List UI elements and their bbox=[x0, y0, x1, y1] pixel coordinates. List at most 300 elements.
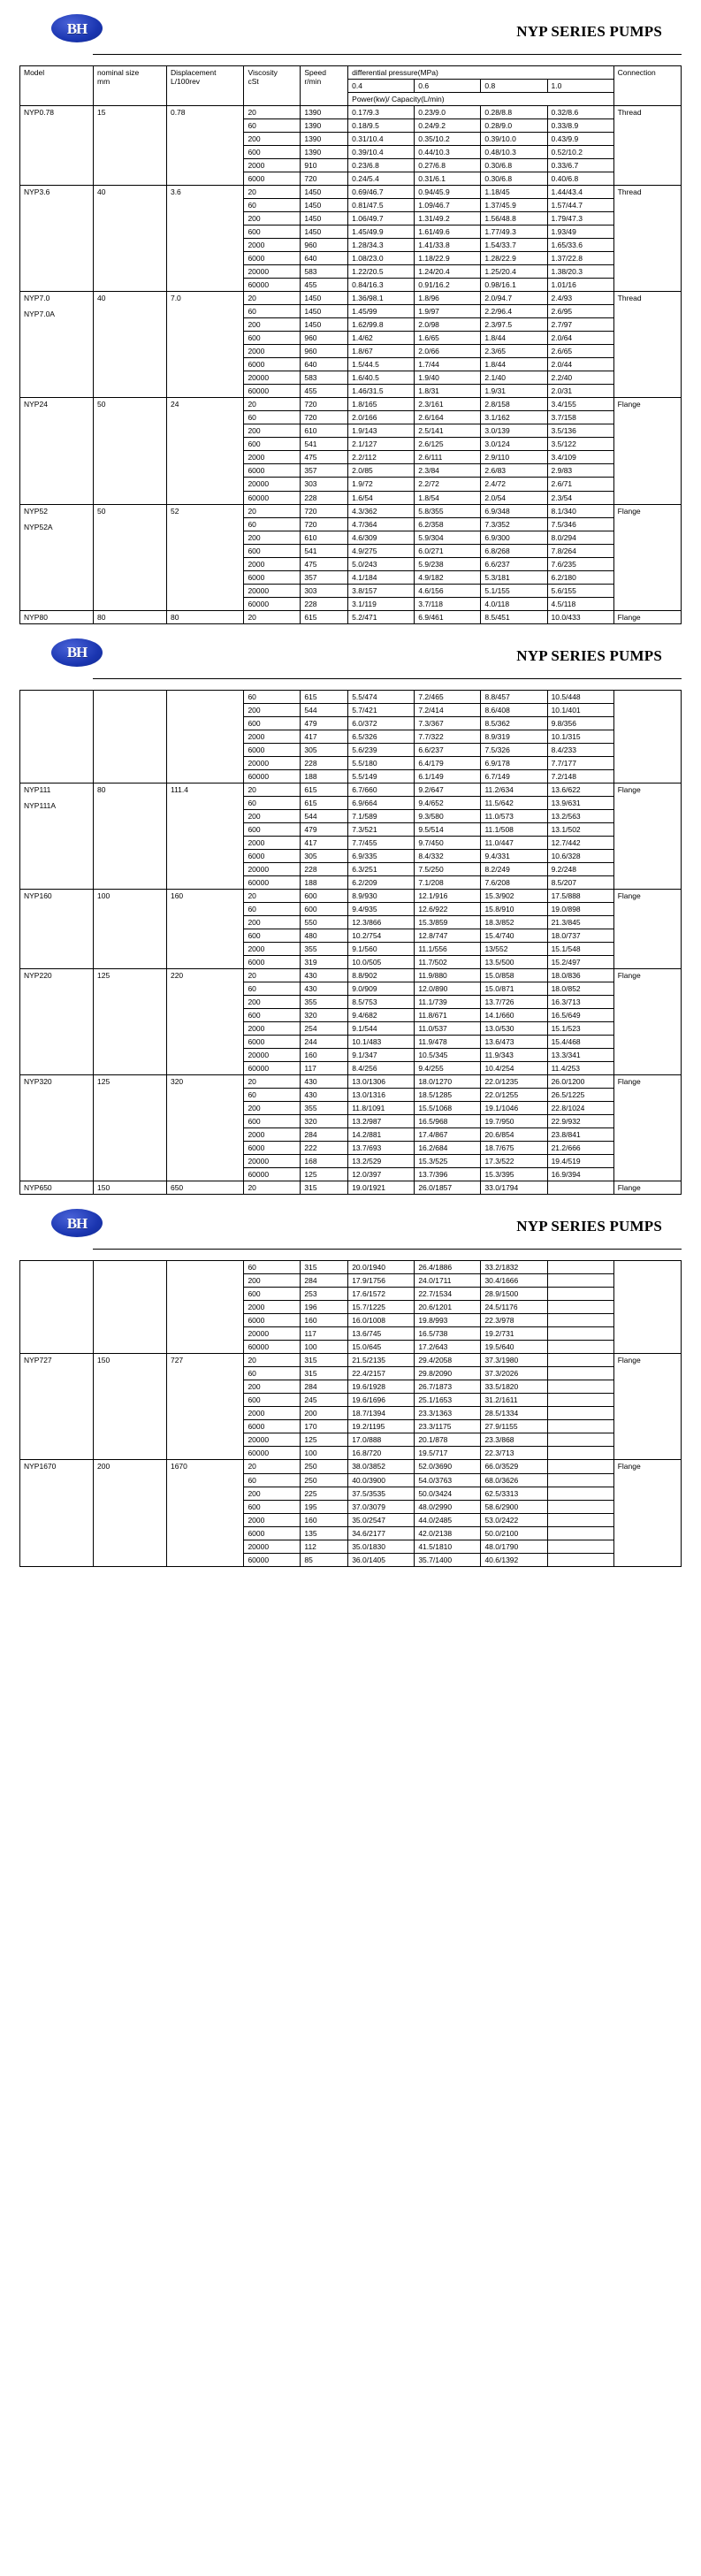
cell-power-capacity-06: 2.6/125 bbox=[415, 438, 481, 451]
cell-power-capacity-10: 4.5/118 bbox=[547, 597, 613, 610]
cell-speed: 305 bbox=[301, 743, 348, 756]
cell-viscosity: 20000 bbox=[244, 371, 301, 385]
cell-power-capacity-04: 2.0/166 bbox=[348, 411, 415, 424]
cell-power-capacity-08: 53.0/2422 bbox=[481, 1513, 547, 1526]
cell-viscosity: 60 bbox=[244, 305, 301, 318]
cell-speed: 610 bbox=[301, 424, 348, 438]
cell-power-capacity-10 bbox=[547, 1447, 613, 1460]
cell-speed: 615 bbox=[301, 610, 348, 623]
cell-viscosity: 6000 bbox=[244, 464, 301, 478]
cell-power-capacity-08: 5.1/155 bbox=[481, 584, 547, 597]
cell-viscosity: 20000 bbox=[244, 265, 301, 279]
cell-power-capacity-08: 19.7/950 bbox=[481, 1115, 547, 1128]
cell-power-capacity-06: 29.8/2090 bbox=[415, 1367, 481, 1380]
cell-power-capacity-04: 35.0/2547 bbox=[348, 1513, 415, 1526]
cell-viscosity: 6000 bbox=[244, 358, 301, 371]
cell-power-capacity-10 bbox=[547, 1513, 613, 1526]
cell-displacement: 7.0 bbox=[166, 292, 243, 398]
cell-power-capacity-10 bbox=[547, 1288, 613, 1301]
cell-viscosity: 6000 bbox=[244, 1142, 301, 1155]
cell-speed: 315 bbox=[301, 1367, 348, 1380]
cell-power-capacity-06: 17.2/643 bbox=[415, 1341, 481, 1354]
cell-power-capacity-08: 1.54/33.7 bbox=[481, 239, 547, 252]
cell-power-capacity-10: 2.4/93 bbox=[547, 292, 613, 305]
cell-power-capacity-10: 7.2/148 bbox=[547, 769, 613, 783]
spec-table-wrap-2 bbox=[0, 690, 701, 1196]
cell-speed: 196 bbox=[301, 1301, 348, 1314]
cell-power-capacity-10: 8.1/340 bbox=[547, 504, 613, 517]
cell-power-capacity-06: 25.1/1653 bbox=[415, 1394, 481, 1407]
cell-power-capacity-06: 1.9/97 bbox=[415, 305, 481, 318]
cell-power-capacity-08: 6.9/300 bbox=[481, 531, 547, 544]
cell-viscosity: 60000 bbox=[244, 1341, 301, 1354]
cell-speed: 430 bbox=[301, 1075, 348, 1089]
cell-power-capacity-04: 5.5/180 bbox=[348, 756, 415, 769]
cell-viscosity: 200 bbox=[244, 531, 301, 544]
cell-viscosity: 60 bbox=[244, 690, 301, 703]
cell-viscosity: 60 bbox=[244, 1261, 301, 1274]
cell-speed: 117 bbox=[301, 1327, 348, 1341]
cell-power-capacity-04: 8.5/753 bbox=[348, 996, 415, 1009]
cell-power-capacity-06: 9.2/647 bbox=[415, 783, 481, 796]
cell-power-capacity-04: 7.1/589 bbox=[348, 809, 415, 822]
cell-power-capacity-06: 48.0/2990 bbox=[415, 1500, 481, 1513]
cell-power-capacity-08: 24.5/1176 bbox=[481, 1301, 547, 1314]
cell-displacement: 80 bbox=[166, 610, 243, 623]
col-header-viscosity bbox=[244, 66, 301, 106]
cell-power-capacity-08: 13.0/530 bbox=[481, 1022, 547, 1036]
cell-speed: 228 bbox=[301, 756, 348, 769]
cell-speed: 1450 bbox=[301, 292, 348, 305]
cell-power-capacity-10: 2.2/40 bbox=[547, 371, 613, 385]
cell-power-capacity-06: 6.1/149 bbox=[415, 769, 481, 783]
table-row bbox=[20, 1354, 682, 1367]
cell-power-capacity-10: 21.2/666 bbox=[547, 1142, 613, 1155]
cell-power-capacity-04: 4.6/309 bbox=[348, 531, 415, 544]
cell-power-capacity-10: 0.52/10.2 bbox=[547, 146, 613, 159]
cell-power-capacity-06: 16.5/968 bbox=[415, 1115, 481, 1128]
cell-power-capacity-10 bbox=[547, 1487, 613, 1500]
company-logo-icon bbox=[51, 14, 103, 42]
cell-power-capacity-06: 1.41/33.8 bbox=[415, 239, 481, 252]
cell-power-capacity-08: 2.0/94.7 bbox=[481, 292, 547, 305]
cell-viscosity: 600 bbox=[244, 1288, 301, 1301]
cell-power-capacity-08: 13/552 bbox=[481, 942, 547, 955]
cell-speed: 720 bbox=[301, 411, 348, 424]
cell-speed: 541 bbox=[301, 438, 348, 451]
cell-power-capacity-06: 52.0/3690 bbox=[415, 1460, 481, 1473]
cell-viscosity: 20000 bbox=[244, 1433, 301, 1447]
cell-power-capacity-10: 8.5/207 bbox=[547, 875, 613, 889]
cell-viscosity: 600 bbox=[244, 929, 301, 942]
cell-viscosity: 6000 bbox=[244, 172, 301, 186]
cell-power-capacity-06: 7.1/208 bbox=[415, 875, 481, 889]
company-logo-icon bbox=[51, 638, 103, 667]
cell-viscosity: 600 bbox=[244, 332, 301, 345]
cell-power-capacity-06: 23.3/1175 bbox=[415, 1420, 481, 1433]
cell-power-capacity-10: 10.0/433 bbox=[547, 610, 613, 623]
cell-power-capacity-08: 9.4/331 bbox=[481, 849, 547, 862]
logo-text: BH bbox=[66, 644, 88, 661]
cell-power-capacity-08: 19.2/731 bbox=[481, 1327, 547, 1341]
cell-power-capacity-08: 33.2/1832 bbox=[481, 1261, 547, 1274]
logo-text: BH bbox=[66, 19, 88, 37]
cell-viscosity: 200 bbox=[244, 133, 301, 146]
cell-speed: 455 bbox=[301, 385, 348, 398]
cell-power-capacity-06: 20.1/878 bbox=[415, 1433, 481, 1447]
col-header-pressure-10: 1.0 bbox=[547, 80, 613, 93]
cell-power-capacity-04: 0.39/10.4 bbox=[348, 146, 415, 159]
cell-power-capacity-08: 1.77/49.3 bbox=[481, 225, 547, 239]
cell-power-capacity-06: 2.0/98 bbox=[415, 318, 481, 332]
cell-viscosity: 600 bbox=[244, 716, 301, 730]
cell-power-capacity-06: 41.5/1810 bbox=[415, 1540, 481, 1553]
cell-speed: 168 bbox=[301, 1155, 348, 1168]
cell-power-capacity-04: 1.6/54 bbox=[348, 491, 415, 504]
cell-nominal-size: 150 bbox=[93, 1354, 166, 1460]
cell-viscosity: 60000 bbox=[244, 279, 301, 292]
spec-table-head bbox=[20, 66, 682, 106]
cell-power-capacity-10: 10.1/315 bbox=[547, 730, 613, 743]
cell-viscosity: 200 bbox=[244, 318, 301, 332]
cell-connection bbox=[613, 690, 681, 783]
cell-power-capacity-04: 6.2/209 bbox=[348, 875, 415, 889]
table-row bbox=[20, 968, 682, 982]
cell-power-capacity-04: 15.7/1225 bbox=[348, 1301, 415, 1314]
col-header-nominal-size-line1: nominal size bbox=[96, 68, 140, 77]
cell-power-capacity-10: 0.33/6.7 bbox=[547, 159, 613, 172]
cell-power-capacity-06: 12.1/916 bbox=[415, 889, 481, 902]
cell-viscosity: 6000 bbox=[244, 1314, 301, 1327]
cell-power-capacity-08: 15.0/858 bbox=[481, 968, 547, 982]
cell-model-primary: NYP80 bbox=[24, 612, 48, 622]
cell-viscosity: 6000 bbox=[244, 1526, 301, 1540]
cell-power-capacity-04: 37.0/3079 bbox=[348, 1500, 415, 1513]
cell-power-capacity-10: 6.2/180 bbox=[547, 570, 613, 584]
cell-power-capacity-10: 0.43/9.9 bbox=[547, 133, 613, 146]
cell-power-capacity-04: 0.24/5.4 bbox=[348, 172, 415, 186]
cell-power-capacity-06: 19.5/717 bbox=[415, 1447, 481, 1460]
cell-nominal-size bbox=[93, 690, 166, 783]
col-header-displacement-unit: L/100rev bbox=[170, 77, 201, 87]
cell-viscosity: 200 bbox=[244, 1487, 301, 1500]
cell-viscosity: 20 bbox=[244, 889, 301, 902]
cell-speed: 160 bbox=[301, 1049, 348, 1062]
cell-viscosity: 2000 bbox=[244, 836, 301, 849]
cell-power-capacity-08: 13.7/726 bbox=[481, 996, 547, 1009]
cell-speed: 250 bbox=[301, 1460, 348, 1473]
cell-power-capacity-04: 1.8/165 bbox=[348, 398, 415, 411]
cell-speed: 188 bbox=[301, 769, 348, 783]
cell-speed: 228 bbox=[301, 862, 348, 875]
cell-power-capacity-06: 11.8/671 bbox=[415, 1009, 481, 1022]
cell-power-capacity-04: 13.7/693 bbox=[348, 1142, 415, 1155]
cell-displacement bbox=[166, 690, 243, 783]
cell-power-capacity-10 bbox=[547, 1354, 613, 1367]
cell-power-capacity-04: 1.9/72 bbox=[348, 478, 415, 491]
cell-power-capacity-10: 19.0/898 bbox=[547, 902, 613, 915]
cell-viscosity: 20 bbox=[244, 610, 301, 623]
cell-power-capacity-10 bbox=[547, 1301, 613, 1314]
spec-table-body-3 bbox=[20, 1261, 682, 1566]
cell-power-capacity-06: 7.5/250 bbox=[415, 862, 481, 875]
cell-model-primary: NYP24 bbox=[24, 400, 48, 409]
cell-power-capacity-06: 2.0/66 bbox=[415, 345, 481, 358]
cell-power-capacity-08: 66.0/3529 bbox=[481, 1460, 547, 1473]
cell-viscosity: 2000 bbox=[244, 557, 301, 570]
cell-viscosity: 60 bbox=[244, 119, 301, 133]
cell-power-capacity-10: 22.8/1024 bbox=[547, 1102, 613, 1115]
cell-power-capacity-10: 18.0/737 bbox=[547, 929, 613, 942]
cell-power-capacity-10: 15.2/497 bbox=[547, 955, 613, 968]
cell-power-capacity-06: 1.8/96 bbox=[415, 292, 481, 305]
cell-power-capacity-06: 0.31/6.1 bbox=[415, 172, 481, 186]
cell-power-capacity-10 bbox=[547, 1181, 613, 1195]
cell-speed: 253 bbox=[301, 1288, 348, 1301]
cell-viscosity: 20000 bbox=[244, 1155, 301, 1168]
cell-power-capacity-06: 9.3/580 bbox=[415, 809, 481, 822]
logo-text: BH bbox=[66, 1214, 88, 1232]
cell-power-capacity-04: 1.5/44.5 bbox=[348, 358, 415, 371]
cell-power-capacity-04: 11.8/1091 bbox=[348, 1102, 415, 1115]
cell-power-capacity-10: 12.7/442 bbox=[547, 836, 613, 849]
spec-table-body-2 bbox=[20, 690, 682, 1195]
cell-viscosity: 60000 bbox=[244, 1168, 301, 1181]
cell-power-capacity-10: 1.93/49 bbox=[547, 225, 613, 239]
cell-viscosity: 600 bbox=[244, 146, 301, 159]
cell-power-capacity-08: 68.0/3626 bbox=[481, 1473, 547, 1487]
col-header-nominal-size-unit: mm bbox=[96, 77, 110, 87]
cell-model bbox=[20, 292, 94, 398]
cell-viscosity: 20 bbox=[244, 504, 301, 517]
col-header-pressure-08: 0.8 bbox=[481, 80, 547, 93]
cell-power-capacity-08: 11.1/508 bbox=[481, 822, 547, 836]
cell-viscosity: 6000 bbox=[244, 570, 301, 584]
cell-power-capacity-04: 5.0/243 bbox=[348, 557, 415, 570]
cell-speed: 228 bbox=[301, 491, 348, 504]
cell-nominal-size: 125 bbox=[93, 1075, 166, 1181]
cell-power-capacity-06: 0.24/9.2 bbox=[415, 119, 481, 133]
cell-model-primary: NYP7.0 bbox=[24, 294, 50, 303]
cell-power-capacity-08: 8.5/451 bbox=[481, 610, 547, 623]
cell-viscosity: 60000 bbox=[244, 491, 301, 504]
cell-power-capacity-08: 3.0/124 bbox=[481, 438, 547, 451]
cell-displacement: 727 bbox=[166, 1354, 243, 1460]
cell-model bbox=[20, 610, 94, 623]
cell-speed: 357 bbox=[301, 464, 348, 478]
cell-power-capacity-10: 7.7/177 bbox=[547, 756, 613, 769]
cell-speed: 320 bbox=[301, 1009, 348, 1022]
cell-power-capacity-04: 2.1/127 bbox=[348, 438, 415, 451]
cell-viscosity: 6000 bbox=[244, 1036, 301, 1049]
cell-nominal-size: 125 bbox=[93, 968, 166, 1074]
cell-power-capacity-10: 2.6/65 bbox=[547, 345, 613, 358]
cell-power-capacity-08: 1.8/44 bbox=[481, 358, 547, 371]
cell-power-capacity-06: 6.0/271 bbox=[415, 544, 481, 557]
cell-speed: 303 bbox=[301, 584, 348, 597]
cell-model bbox=[20, 1261, 94, 1354]
cell-power-capacity-06: 0.27/6.8 bbox=[415, 159, 481, 172]
cell-power-capacity-04: 0.84/16.3 bbox=[348, 279, 415, 292]
cell-speed: 583 bbox=[301, 371, 348, 385]
cell-power-capacity-10: 11.4/253 bbox=[547, 1062, 613, 1075]
cell-power-capacity-10 bbox=[547, 1473, 613, 1487]
cell-power-capacity-10: 13.1/502 bbox=[547, 822, 613, 836]
cell-viscosity: 600 bbox=[244, 1115, 301, 1128]
cell-speed: 480 bbox=[301, 929, 348, 942]
col-header-nominal-size bbox=[93, 66, 166, 106]
cell-speed: 315 bbox=[301, 1181, 348, 1195]
cell-speed: 430 bbox=[301, 1089, 348, 1102]
cell-viscosity: 2000 bbox=[244, 942, 301, 955]
cell-connection: Flange bbox=[613, 968, 681, 1074]
cell-power-capacity-06: 10.5/345 bbox=[415, 1049, 481, 1062]
cell-power-capacity-04: 18.7/1394 bbox=[348, 1407, 415, 1420]
cell-power-capacity-06: 1.6/65 bbox=[415, 332, 481, 345]
cell-power-capacity-10: 1.01/16 bbox=[547, 279, 613, 292]
cell-power-capacity-08: 1.9/31 bbox=[481, 385, 547, 398]
cell-nominal-size: 50 bbox=[93, 504, 166, 610]
cell-power-capacity-06: 18.0/1270 bbox=[415, 1075, 481, 1089]
cell-power-capacity-10 bbox=[547, 1540, 613, 1553]
cell-power-capacity-06: 26.4/1886 bbox=[415, 1261, 481, 1274]
cell-power-capacity-08: 10.4/254 bbox=[481, 1062, 547, 1075]
cell-power-capacity-10 bbox=[547, 1460, 613, 1473]
cell-power-capacity-04: 1.22/20.5 bbox=[348, 265, 415, 279]
cell-power-capacity-08: 6.9/348 bbox=[481, 504, 547, 517]
cell-power-capacity-10 bbox=[547, 1314, 613, 1327]
cell-power-capacity-08: 40.6/1392 bbox=[481, 1553, 547, 1566]
cell-power-capacity-10: 1.37/22.8 bbox=[547, 252, 613, 265]
cell-power-capacity-10: 10.5/448 bbox=[547, 690, 613, 703]
cell-power-capacity-04: 4.3/362 bbox=[348, 504, 415, 517]
cell-speed: 1390 bbox=[301, 106, 348, 119]
cell-viscosity: 60000 bbox=[244, 1447, 301, 1460]
cell-viscosity: 60 bbox=[244, 902, 301, 915]
cell-viscosity: 200 bbox=[244, 809, 301, 822]
cell-viscosity: 2000 bbox=[244, 1513, 301, 1526]
cell-power-capacity-06: 50.0/3424 bbox=[415, 1487, 481, 1500]
cell-power-capacity-04: 1.9/143 bbox=[348, 424, 415, 438]
company-logo-icon bbox=[51, 1209, 103, 1237]
cell-power-capacity-06: 2.5/141 bbox=[415, 424, 481, 438]
cell-power-capacity-04: 9.4/682 bbox=[348, 1009, 415, 1022]
cell-power-capacity-08: 3.1/162 bbox=[481, 411, 547, 424]
cell-power-capacity-04: 0.17/9.3 bbox=[348, 106, 415, 119]
cell-power-capacity-06: 2.6/164 bbox=[415, 411, 481, 424]
cell-power-capacity-08: 37.3/2026 bbox=[481, 1367, 547, 1380]
cell-viscosity: 60 bbox=[244, 1367, 301, 1380]
cell-power-capacity-04: 35.0/1830 bbox=[348, 1540, 415, 1553]
cell-viscosity: 20000 bbox=[244, 756, 301, 769]
cell-power-capacity-06: 15.3/525 bbox=[415, 1155, 481, 1168]
cell-connection: Flange bbox=[613, 1181, 681, 1195]
cell-model-secondary: NYP7.0A bbox=[24, 310, 55, 319]
cell-viscosity: 20000 bbox=[244, 1327, 301, 1341]
cell-power-capacity-10: 3.7/158 bbox=[547, 411, 613, 424]
cell-displacement: 1670 bbox=[166, 1460, 243, 1566]
cell-power-capacity-04: 36.0/1405 bbox=[348, 1553, 415, 1566]
cell-speed: 720 bbox=[301, 398, 348, 411]
cell-speed: 640 bbox=[301, 358, 348, 371]
cell-power-capacity-04: 8.8/902 bbox=[348, 968, 415, 982]
cell-power-capacity-04: 9.1/347 bbox=[348, 1049, 415, 1062]
cell-model-primary: NYP727 bbox=[24, 1356, 52, 1365]
cell-connection: Thread bbox=[613, 292, 681, 398]
cell-power-capacity-04: 19.0/1921 bbox=[348, 1181, 415, 1195]
cell-connection: Flange bbox=[613, 1460, 681, 1566]
cell-power-capacity-06: 8.4/332 bbox=[415, 849, 481, 862]
cell-nominal-size: 40 bbox=[93, 186, 166, 292]
cell-speed: 303 bbox=[301, 478, 348, 491]
cell-nominal-size: 15 bbox=[93, 106, 166, 186]
cell-viscosity: 600 bbox=[244, 822, 301, 836]
cell-power-capacity-06: 17.4/867 bbox=[415, 1128, 481, 1142]
cell-viscosity: 20000 bbox=[244, 584, 301, 597]
cell-power-capacity-08: 6.6/237 bbox=[481, 557, 547, 570]
cell-power-capacity-10: 2.6/95 bbox=[547, 305, 613, 318]
cell-power-capacity-08: 2.0/54 bbox=[481, 491, 547, 504]
cell-power-capacity-06: 1.61/49.6 bbox=[415, 225, 481, 239]
cell-power-capacity-04: 22.4/2157 bbox=[348, 1367, 415, 1380]
cell-power-capacity-06: 26.7/1873 bbox=[415, 1380, 481, 1394]
cell-speed: 250 bbox=[301, 1473, 348, 1487]
cell-connection: Thread bbox=[613, 186, 681, 292]
cell-model bbox=[20, 1181, 94, 1195]
cell-speed: 600 bbox=[301, 902, 348, 915]
cell-power-capacity-04: 1.36/98.1 bbox=[348, 292, 415, 305]
cell-power-capacity-04: 9.1/560 bbox=[348, 942, 415, 955]
table-row bbox=[20, 1261, 682, 1274]
cell-power-capacity-04: 14.2/881 bbox=[348, 1128, 415, 1142]
cell-speed: 960 bbox=[301, 332, 348, 345]
cell-viscosity: 60000 bbox=[244, 597, 301, 610]
col-header-power-capacity: Power(kw)/ Capacity(L/min) bbox=[348, 93, 614, 106]
cell-power-capacity-08: 14.1/660 bbox=[481, 1009, 547, 1022]
cell-power-capacity-06: 2.6/111 bbox=[415, 451, 481, 464]
col-header-speed bbox=[301, 66, 348, 106]
cell-speed: 544 bbox=[301, 809, 348, 822]
cell-speed: 245 bbox=[301, 1394, 348, 1407]
cell-power-capacity-06: 9.5/514 bbox=[415, 822, 481, 836]
cell-power-capacity-10: 0.32/8.6 bbox=[547, 106, 613, 119]
cell-viscosity: 2000 bbox=[244, 159, 301, 172]
cell-viscosity: 6000 bbox=[244, 955, 301, 968]
cell-speed: 1450 bbox=[301, 212, 348, 225]
cell-viscosity: 2000 bbox=[244, 345, 301, 358]
cell-power-capacity-06: 3.7/118 bbox=[415, 597, 481, 610]
cell-model bbox=[20, 1075, 94, 1181]
cell-power-capacity-08: 20.6/854 bbox=[481, 1128, 547, 1142]
cell-power-capacity-06: 4.6/156 bbox=[415, 584, 481, 597]
cell-power-capacity-10: 13.3/341 bbox=[547, 1049, 613, 1062]
cell-power-capacity-04: 13.2/987 bbox=[348, 1115, 415, 1128]
cell-power-capacity-04: 6.0/372 bbox=[348, 716, 415, 730]
cell-power-capacity-10 bbox=[547, 1341, 613, 1354]
cell-power-capacity-10 bbox=[547, 1367, 613, 1380]
cell-speed: 125 bbox=[301, 1433, 348, 1447]
cell-power-capacity-06: 16.5/738 bbox=[415, 1327, 481, 1341]
cell-power-capacity-08: 13.6/473 bbox=[481, 1036, 547, 1049]
cell-power-capacity-04: 3.1/119 bbox=[348, 597, 415, 610]
cell-power-capacity-06: 0.91/16.2 bbox=[415, 279, 481, 292]
cell-power-capacity-10: 13.2/563 bbox=[547, 809, 613, 822]
cell-power-capacity-08: 62.5/3313 bbox=[481, 1487, 547, 1500]
cell-power-capacity-08: 30.4/1666 bbox=[481, 1274, 547, 1288]
cell-power-capacity-08: 7.3/352 bbox=[481, 517, 547, 531]
cell-speed: 315 bbox=[301, 1261, 348, 1274]
cell-power-capacity-10 bbox=[547, 1433, 613, 1447]
